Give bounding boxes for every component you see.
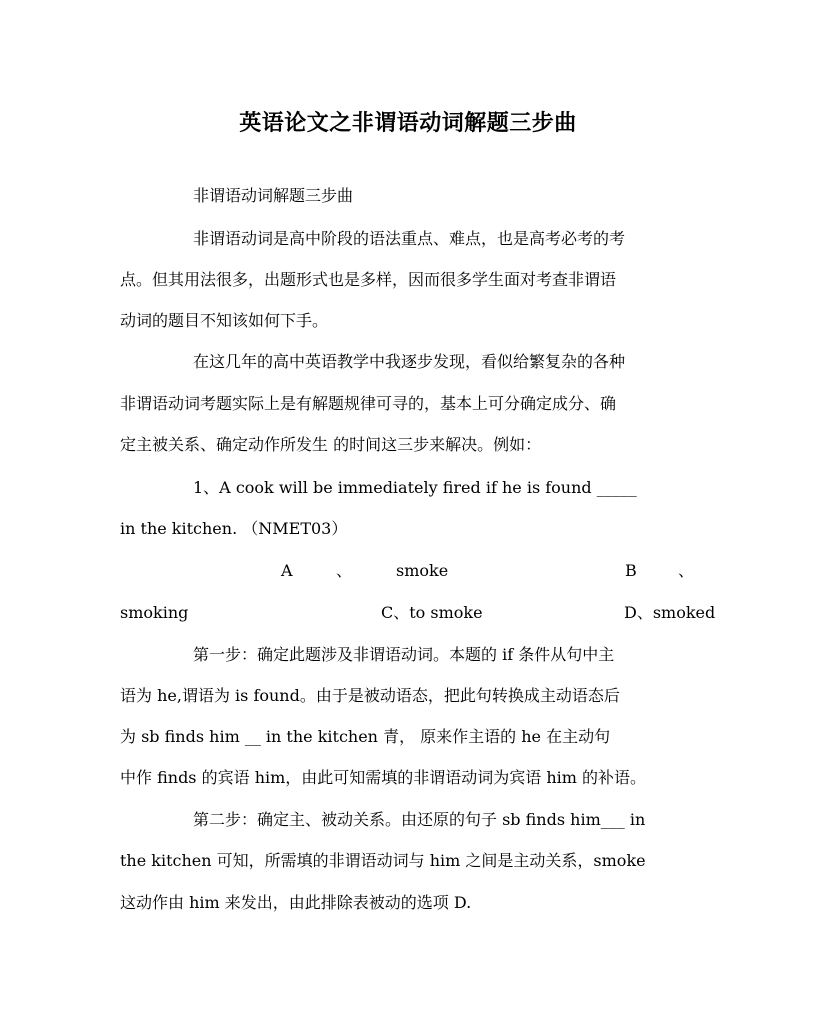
option-d: D、smoked — [624, 603, 716, 622]
observation-line-2: 非谓语动词考题实际上是有解题规律可寻的，基本上可分确定成分、确 — [120, 394, 617, 413]
step2-line-1: 第二步：确定主、被动关系。由还原的句子 sb finds him___ in — [193, 810, 646, 829]
step1-line-1: 第一步：确定此题涉及非谓语动词。本题的 if 条件从句中主 — [193, 645, 615, 664]
step1-line-2: 语为 he,谓语为 is found。由于是被动语态，把此句转换成主动语态后 — [120, 686, 620, 705]
subtitle: 非谓语动词解题三步曲 — [193, 186, 354, 205]
step2-line-3: 这动作由 him 来发出，由此排除表被动的选项 D. — [120, 893, 472, 912]
question-line-2: in the kitchen. （NMET03） — [120, 519, 348, 538]
intro-line-3: 动词的题目不知该如何下手。 — [120, 311, 329, 330]
option-a-letter: A — [281, 561, 293, 580]
document-title: 英语论文之非谓语动词解题三步曲 — [239, 110, 577, 136]
step1-line-3: 为 sb finds him __ in the kitchen 青， 原来作主语的 he 在主动句 — [120, 727, 611, 746]
observation-line-3: 定主被关系、确定动作所发生 的时间这三步来解决。例如： — [120, 435, 542, 454]
option-b-text: smoking — [120, 603, 189, 622]
intro-line-2: 点。但其用法很多，出题形式也是多样，因而很多学生面对考查非谓语 — [120, 270, 617, 289]
step2-line-2: the kitchen 可知，所需填的非谓语动词与 him 之间是主动关系，smoke — [120, 851, 646, 870]
step1-line-4: 中作 finds 的宾语 him，由此可知需填的非谓语动词为宾语 him 的补语。 — [120, 768, 647, 787]
option-b-letter: B — [625, 561, 637, 580]
option-a-separator: 、 — [336, 561, 353, 580]
option-b-separator: 、 — [678, 561, 695, 580]
question-line-1: 1、A cook will be immediately fired if he is found _____ — [193, 478, 637, 497]
observation-line-1: 在这几年的高中英语教学中我逐步发现，看似给繁复杂的各种 — [193, 352, 626, 371]
intro-line-1: 非谓语动词是高中阶段的语法重点、难点，也是高考必考的考 — [193, 229, 626, 248]
option-c: C、to smoke — [381, 603, 483, 622]
option-a-text: smoke — [396, 561, 449, 580]
